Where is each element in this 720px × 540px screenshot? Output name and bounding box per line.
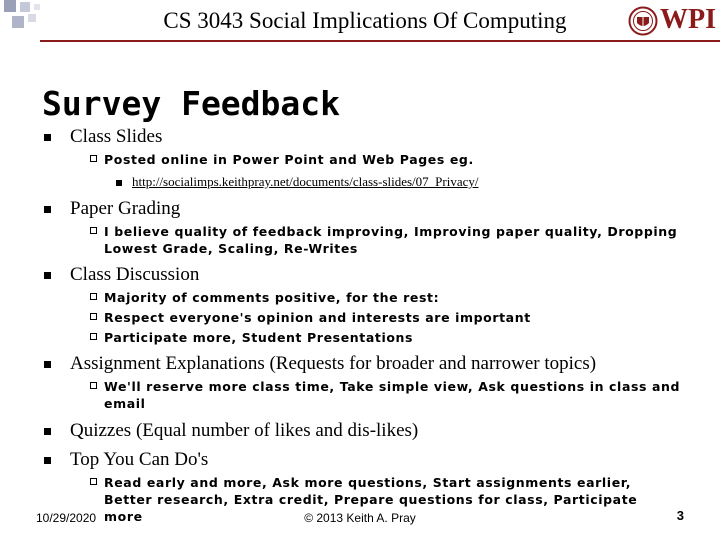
section-assignment-explanations: Assignment Explanations (Requests for broader and narrower topics) bbox=[70, 353, 597, 374]
item-text: Read early and more, Ask more questions, Start assignments earlier, Better research, Extra credit, Prepare questions for class, Participate more bbox=[104, 475, 638, 524]
item-text: Posted online in Power Point and Web Pages eg. bbox=[104, 152, 474, 167]
footer-copyright: © 2013 Keith A. Pray bbox=[304, 511, 416, 525]
item-bullet bbox=[90, 227, 97, 234]
section-class-slides: Class Slides bbox=[70, 126, 163, 147]
section-bullet bbox=[44, 428, 51, 435]
header-rule bbox=[40, 40, 720, 42]
item-bullet bbox=[90, 382, 97, 389]
section-bullet bbox=[44, 457, 51, 464]
section-bullet bbox=[44, 361, 51, 368]
subitem-bullet bbox=[116, 180, 122, 186]
section-bullet bbox=[44, 206, 51, 213]
wpi-logo: WPI bbox=[660, 4, 716, 35]
item-bullet bbox=[90, 478, 97, 485]
item-text: Respect everyone's opinion and interests are important bbox=[104, 310, 531, 325]
footer-date: 10/29/2020 bbox=[36, 511, 97, 525]
university-seal-icon bbox=[628, 6, 658, 36]
section-bullet bbox=[44, 272, 51, 279]
corner-squares-decoration bbox=[4, 0, 52, 36]
item-bullet bbox=[90, 333, 97, 340]
section-bullet bbox=[44, 134, 51, 141]
item-text: Majority of comments positive, for the rest: bbox=[104, 290, 440, 305]
page-number: 3 bbox=[676, 508, 684, 523]
item-bullet bbox=[90, 155, 97, 162]
slides-link[interactable]: http://socialimps.keithpray.net/documents/class-slides/07_Privacy/ bbox=[132, 174, 479, 189]
section-paper-grading: Paper Grading bbox=[70, 198, 181, 219]
section-quizzes: Quizzes (Equal number of likes and dis-likes) bbox=[70, 420, 419, 441]
item-text: I believe quality of feedback improving, Improving paper quality, Dropping Lowest Grade, Scaling, Re-Writes bbox=[104, 224, 678, 256]
section-top-you-can-dos: Top You Can Do's bbox=[70, 449, 209, 470]
item-bullet bbox=[90, 293, 97, 300]
item-text: We'll reserve more class time, Take simple view, Ask questions in class and email bbox=[104, 379, 681, 411]
item-bullet bbox=[90, 313, 97, 320]
course-title: CS 3043 Social Implications Of Computing bbox=[163, 8, 567, 33]
slide-title: Survey Feedback bbox=[42, 84, 341, 123]
item-text: Participate more, Student Presentations bbox=[104, 330, 414, 345]
section-class-discussion: Class Discussion bbox=[70, 264, 200, 285]
